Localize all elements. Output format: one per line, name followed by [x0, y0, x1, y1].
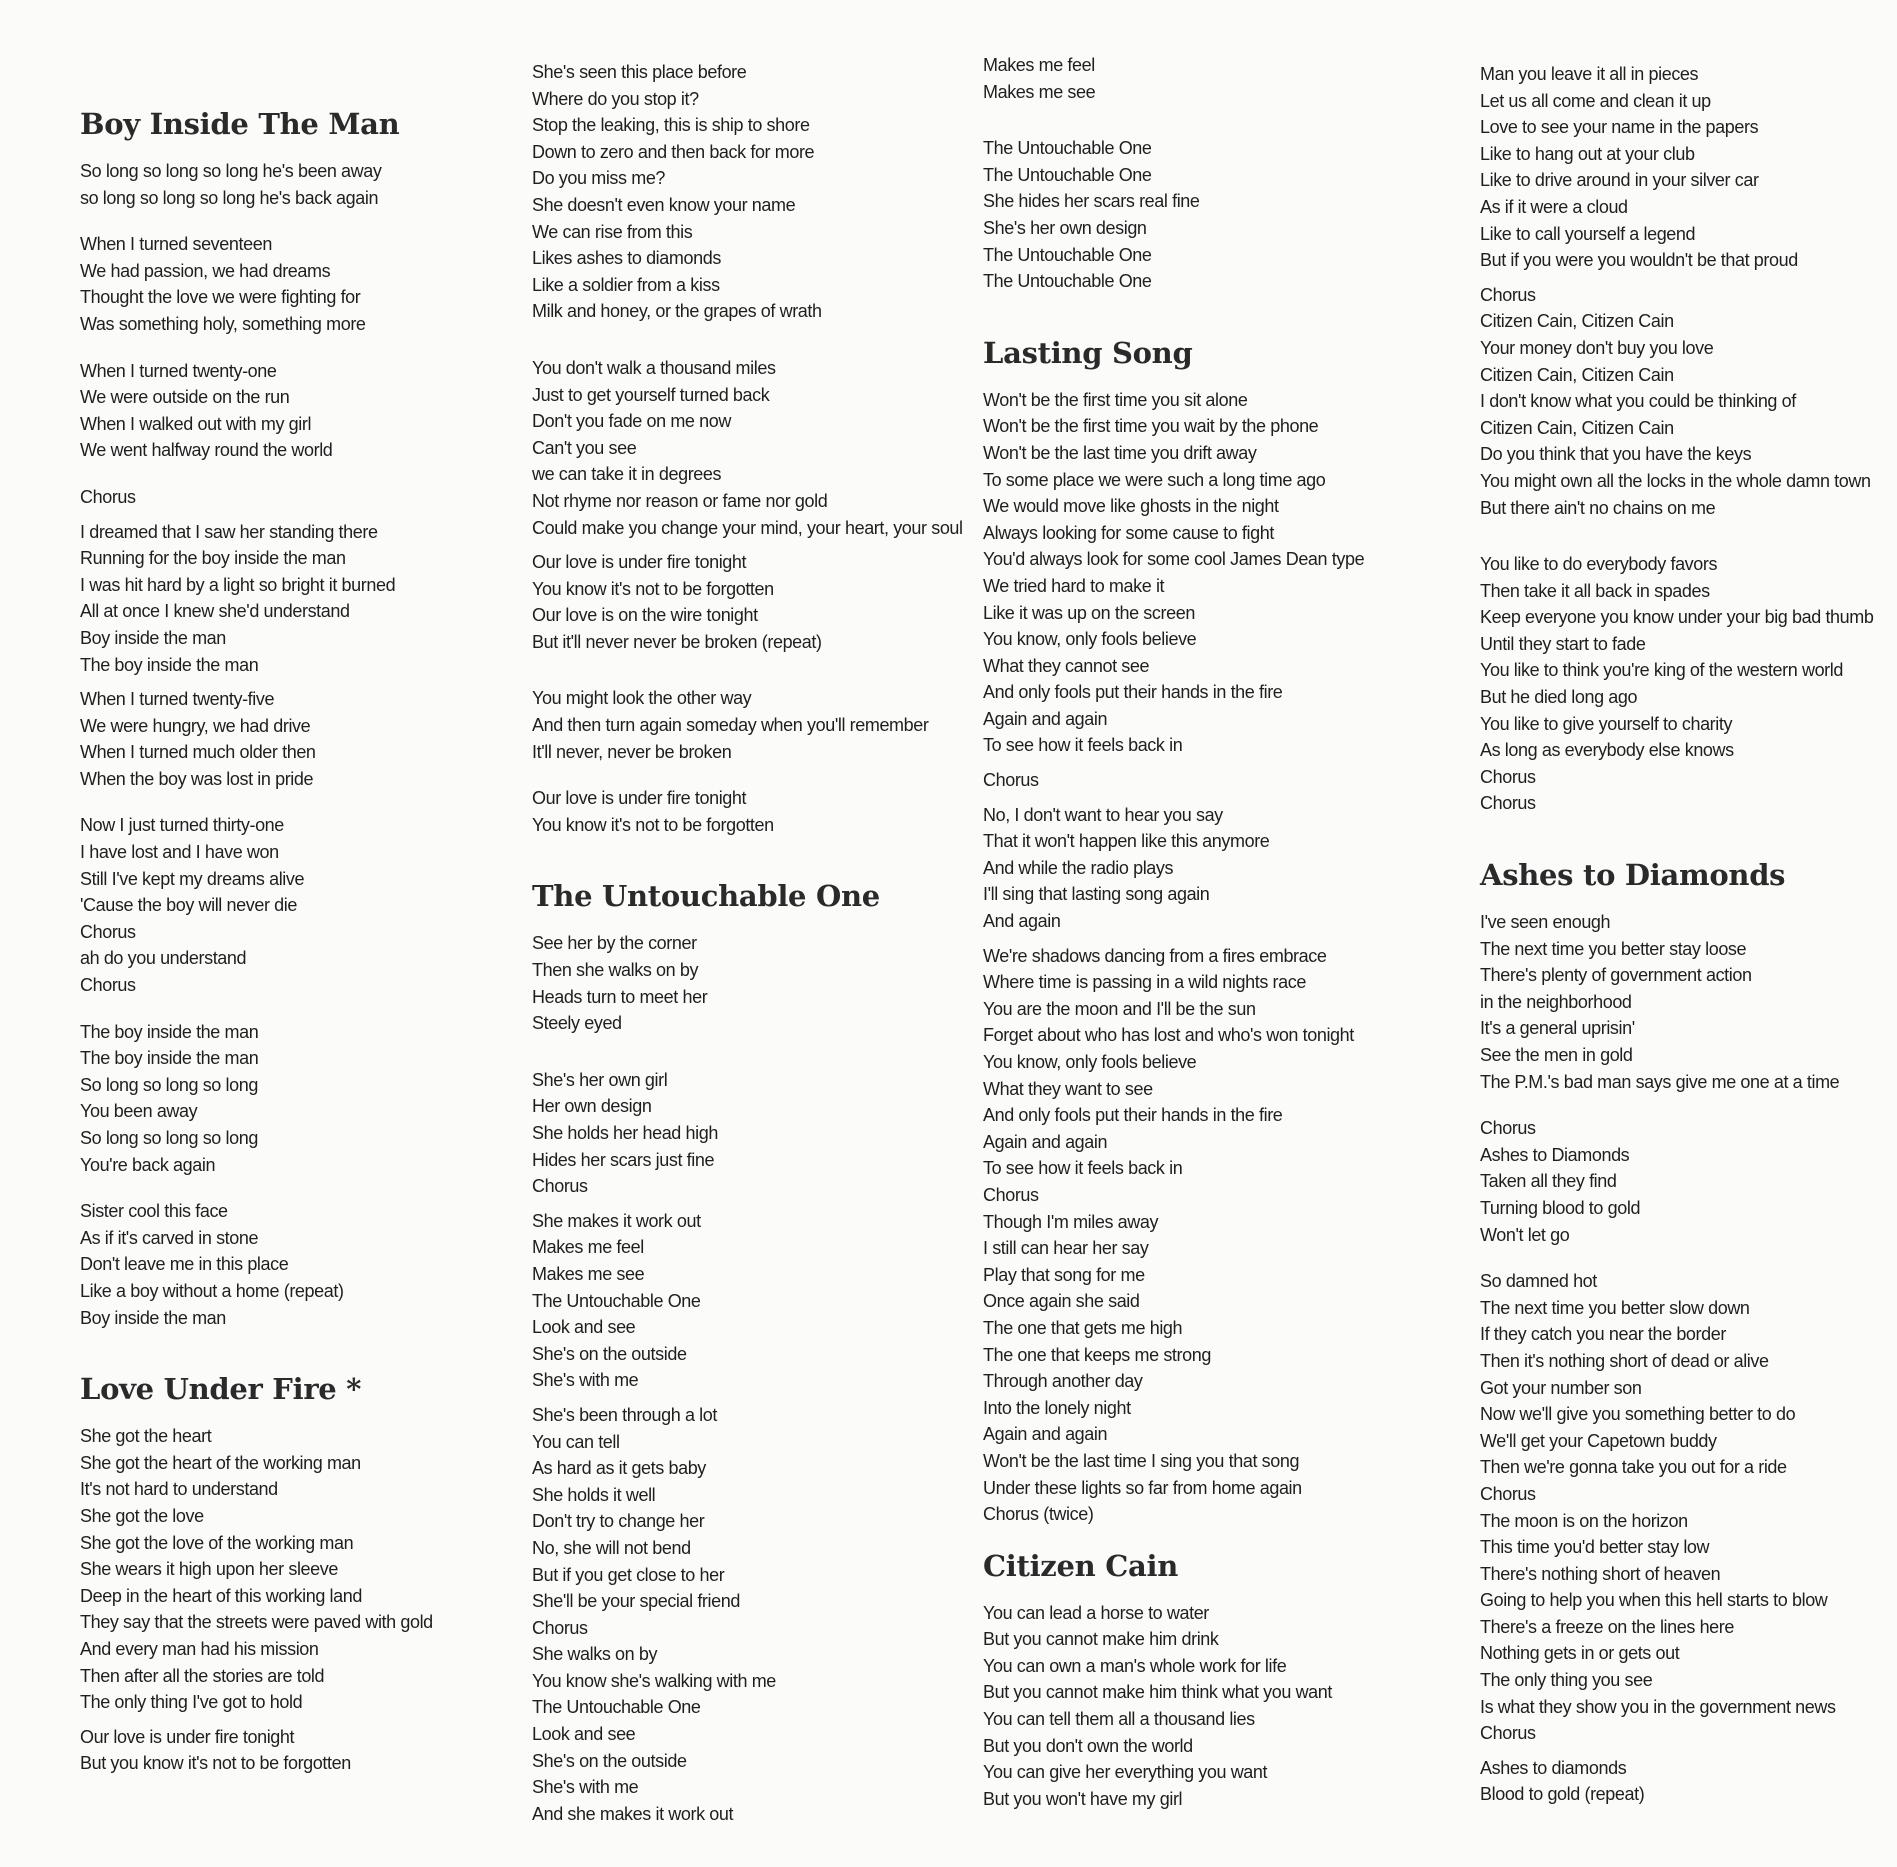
- lyric-line: Man you leave it all in pieces: [1480, 64, 1699, 84]
- lyric-line: Sister cool this face: [80, 1201, 228, 1222]
- lyric-line: Heads turn to meet her: [532, 986, 708, 1007]
- lyric-line: Again and again: [983, 708, 1108, 729]
- lyric-line: Now we'll give you something better to do: [1480, 1404, 1796, 1425]
- lyric-line: The Untouchable One: [983, 164, 1152, 185]
- stanza: [532, 1402, 972, 1828]
- lyric-line: Down to zero and then back for more: [532, 141, 815, 162]
- lyric-line: Don't leave me in this place: [80, 1254, 289, 1275]
- lyric-line: Into the lonely night: [983, 1397, 1131, 1418]
- lyric-line: Like to drive around in your silver car: [1480, 170, 1759, 191]
- lyric-line: The Untouchable One: [983, 138, 1152, 159]
- lyric-line: Keep everyone you know under your big bad thumb: [1480, 607, 1874, 628]
- stanza: [1480, 1755, 1897, 1808]
- stanza: [532, 1067, 972, 1200]
- lyric-line: You know, only fools believe: [983, 1052, 1197, 1072]
- lyric-line: It'll never, never be broken: [532, 741, 732, 762]
- lyric-line: She's on the outside: [532, 1750, 687, 1771]
- lyric-line: I have lost and I have won: [80, 842, 279, 863]
- lyric-line: The P.M.'s bad man says give me one at a time: [1480, 1071, 1840, 1092]
- lyric-line: When I turned much older then: [80, 742, 316, 763]
- lyric-line: Then take it all back in spades: [1480, 580, 1710, 601]
- lyric-line: She got the heart of the working man: [80, 1452, 361, 1473]
- lyric-line: We were outside on the run: [80, 387, 290, 408]
- lyric-line: She'll be your special friend: [532, 1591, 740, 1612]
- lyric-line: Until they start to fade: [1480, 633, 1646, 654]
- lyric-line: The boy inside the man: [80, 1021, 259, 1042]
- lyric-line: There's plenty of government action: [1480, 965, 1752, 986]
- lyric-line: Makes me feel: [532, 1237, 644, 1258]
- lyric-line: What they cannot see: [983, 655, 1150, 676]
- stanza: [80, 519, 480, 679]
- stanza: [532, 59, 972, 325]
- stanza: [80, 812, 480, 998]
- lyric-line: You can tell them all a thousand lies: [983, 1709, 1255, 1730]
- lyric-line: You don't walk a thousand miles: [532, 357, 776, 378]
- lyric-line: You're back again: [80, 1154, 216, 1175]
- lyric-line: We had passion, we had dreams: [80, 260, 331, 281]
- lyric-line: The next time you better slow down: [1480, 1297, 1750, 1318]
- lyric-line: Steely eyed: [532, 1013, 622, 1034]
- lyric-line: You can give her everything you want: [983, 1762, 1268, 1783]
- lyric-line: You can tell: [532, 1431, 620, 1452]
- lyric-line: Milk and honey, or the grapes of wrath: [532, 301, 822, 322]
- lyric-line: You might own all the locks in the whole damn town: [1480, 470, 1871, 491]
- lyric-line: Like a soldier from a kiss: [532, 274, 720, 295]
- lyric-line: Like a boy without a home (repeat): [80, 1280, 344, 1301]
- lyric-line: Again and again: [983, 1424, 1108, 1445]
- lyric-line: Makes me see: [983, 81, 1096, 102]
- lyric-line: And every man had his mission: [80, 1638, 319, 1659]
- lyric-line: So long so long so long: [80, 1074, 258, 1095]
- lyric-line: Under these lights so far from home again: [983, 1477, 1302, 1498]
- lyric-line: We tried hard to make it: [983, 575, 1165, 596]
- lyric-line: There's a freeze on the lines here: [1480, 1616, 1734, 1637]
- lyric-line: And only fools put their hands in the fire: [983, 682, 1283, 703]
- lyric-line: Our love is on the wire tonight: [532, 605, 758, 626]
- lyric-line: Like it was up on the screen: [983, 602, 1195, 623]
- lyric-line: Turning blood to gold: [1480, 1197, 1641, 1218]
- lyric-line: Ashes to diamonds: [1480, 1757, 1627, 1778]
- lyric-line: When I turned twenty-five: [80, 689, 275, 710]
- stanza: [983, 387, 1423, 759]
- lyric-line: Won't be the last time you drift away: [983, 442, 1257, 463]
- lyric-line: She hides her scars real fine: [983, 191, 1200, 212]
- lyric-line: You like to do everybody favors: [1480, 554, 1718, 575]
- lyric-line: Boy inside the man: [80, 627, 226, 648]
- lyric-line: She's on the outside: [532, 1343, 687, 1364]
- lyric-line: The boy inside the man: [80, 654, 259, 675]
- lyric-line: Chorus: [1480, 1118, 1536, 1139]
- lyric-line: Though I'm miles away: [983, 1211, 1159, 1232]
- stanza: [80, 358, 480, 464]
- lyric-line: Won't be the first time you sit alone: [983, 389, 1248, 410]
- lyric-line: I was hit hard by a light so bright it burned: [80, 574, 396, 595]
- lyric-line: Look and see: [532, 1317, 636, 1338]
- stanza: [80, 158, 480, 211]
- song-title-lasting-song: Lasting Song: [983, 335, 1193, 370]
- lyric-line: When I turned twenty-one: [80, 360, 277, 381]
- lyric-line: Then we're gonna take you out for a ride: [1480, 1457, 1787, 1478]
- lyric-line: Love to see your name in the papers: [1480, 117, 1759, 138]
- stanza: [532, 1208, 972, 1394]
- lyric-line: I dreamed that I saw her standing there: [80, 521, 378, 542]
- lyric-line: The Untouchable One: [532, 1290, 701, 1311]
- lyric-line: Chorus: [983, 1184, 1039, 1205]
- lyric-line: The only thing I've got to hold: [80, 1692, 303, 1713]
- lyric-line: Our love is under fire tonight: [80, 1726, 295, 1747]
- lyric-line: Just to get yourself turned back: [532, 384, 770, 405]
- lyric-line: She got the heart: [80, 1426, 212, 1447]
- stanza: [80, 1423, 480, 1716]
- stanza: [1480, 909, 1897, 1095]
- lyric-line: But you cannot make him think what you want: [983, 1682, 1332, 1703]
- lyric-line: Blood to gold (repeat): [1480, 1784, 1645, 1805]
- lyric-line: You'd always look for some cool James Dean type: [983, 549, 1365, 570]
- lyric-line: As hard as it gets baby: [532, 1458, 706, 1479]
- song-title-citizen-cain: Citizen Cain: [983, 1548, 1178, 1583]
- lyric-line: But you know it's not to be forgotten: [80, 1753, 351, 1774]
- stanza: [1480, 282, 1897, 521]
- lyric-line: As if it were a cloud: [1480, 196, 1628, 217]
- lyric-line: The Untouchable One: [983, 271, 1152, 292]
- lyric-line: Citizen Cain, Citizen Cain: [1480, 417, 1674, 438]
- stanza: [80, 686, 480, 792]
- lyric-line: She's her own girl: [532, 1069, 668, 1090]
- lyric-line: See the men in gold: [1480, 1045, 1633, 1065]
- lyric-line: ah do you understand: [80, 948, 247, 969]
- lyric-line: There's nothing short of heaven: [1480, 1563, 1721, 1584]
- lyric-line: Chorus: [1480, 284, 1536, 305]
- lyric-line: To see how it feels back in: [983, 735, 1183, 756]
- lyric-line: You know it's not to be forgotten: [532, 578, 774, 599]
- lyric-line: in the neighborhood: [1480, 991, 1632, 1012]
- lyric-line: But you don't own the world: [983, 1735, 1193, 1756]
- lyric-line: She wears it high upon her sleeve: [80, 1559, 338, 1580]
- lyric-line: Taken all they find: [1480, 1171, 1617, 1192]
- lyric-line: Chorus (twice): [983, 1504, 1094, 1525]
- lyric-line: But you won't have my girl: [983, 1788, 1183, 1809]
- lyric-line: Don't try to change her: [532, 1511, 705, 1532]
- lyric-line: I'll sing that lasting song again: [983, 884, 1210, 905]
- lyric-line: She's seen this place before: [532, 62, 747, 82]
- stanza: [983, 802, 1423, 935]
- lyric-line: Do you think that you have the keys: [1480, 444, 1752, 465]
- lyric-line: It's not hard to understand: [80, 1479, 278, 1500]
- lyric-line: But it'll never never be broken (repeat): [532, 631, 822, 652]
- lyric-line: Running for the boy inside the man: [80, 548, 346, 569]
- lyric-line: You are the moon and I'll be the sun: [983, 998, 1256, 1019]
- lyric-line: Do you miss me?: [532, 168, 666, 189]
- lyric-line: See her by the corner: [532, 933, 697, 954]
- lyric-line: Chorus: [1480, 766, 1536, 787]
- lyric-line: She's with me: [532, 1777, 639, 1798]
- lyric-line: But if you were you wouldn't be that proud: [1480, 250, 1798, 271]
- lyric-line: Don't you fade on me now: [532, 411, 731, 432]
- lyric-line: Could make you change your mind, your heart, your soul: [532, 517, 963, 538]
- stanza: [1480, 1115, 1897, 1248]
- stanza: [80, 1019, 480, 1179]
- lyric-line: As if it's carved in stone: [80, 1227, 259, 1248]
- lyric-line: I don't know what you could be thinking of: [1480, 391, 1796, 412]
- lyric-line: We were hungry, we had drive: [80, 715, 311, 736]
- lyric-line: You been away: [80, 1101, 198, 1122]
- stanza: [983, 135, 1423, 295]
- lyric-line: She holds her head high: [532, 1123, 718, 1143]
- lyric-line: The Untouchable One: [532, 1697, 701, 1718]
- lyric-line: Got your number son: [1480, 1377, 1642, 1398]
- lyric-line: we can take it in degrees: [532, 464, 722, 485]
- lyrics-column-2: [532, 59, 972, 1847]
- lyric-line: Won't let go: [1480, 1224, 1570, 1245]
- lyric-line: The one that keeps me strong: [983, 1344, 1211, 1365]
- stanza: [532, 685, 972, 765]
- lyric-line: Chorus: [1480, 1723, 1536, 1744]
- lyric-line: Always looking for some cause to fight: [983, 522, 1274, 543]
- lyric-line: Our love is under fire tonight: [532, 788, 747, 809]
- lyric-line: Chorus: [80, 486, 136, 507]
- lyric-line: We're shadows dancing from a fires embrace: [983, 945, 1327, 966]
- lyric-line: We would move like ghosts in the night: [983, 496, 1279, 517]
- lyric-line: She got the love: [80, 1505, 204, 1526]
- stanza: [1480, 61, 1897, 274]
- lyric-line: Then after all the stories are told: [80, 1665, 325, 1686]
- lyric-line: Boy inside the man: [80, 1307, 226, 1328]
- stanza: [80, 1198, 480, 1331]
- lyric-line: Thought the love we were fighting for: [80, 287, 361, 308]
- lyric-line: It's a general uprisin': [1480, 1018, 1635, 1039]
- lyric-line: Is what they show you in the government news: [1480, 1696, 1836, 1717]
- lyric-line: This time you'd better stay low: [1480, 1537, 1710, 1558]
- lyric-line: To some place we were such a long time ago: [983, 469, 1326, 490]
- song-title-ashes-to-diamonds: Ashes to Diamonds: [1480, 858, 1786, 893]
- lyric-line: Likes ashes to diamonds: [532, 248, 721, 269]
- lyric-line: Nothing gets in or gets out: [1480, 1643, 1680, 1664]
- lyric-line: I've seen enough: [1480, 912, 1611, 933]
- lyric-line: Like to hang out at your club: [1480, 143, 1695, 164]
- lyric-line: Was something holy, something more: [80, 313, 366, 334]
- lyric-line: Ashes to Diamonds: [1480, 1144, 1630, 1165]
- lyric-line: I still can hear her say: [983, 1238, 1149, 1259]
- lyric-line: Then she walks on by: [532, 960, 699, 981]
- stanza: [532, 355, 972, 541]
- lyric-line: The boy inside the man: [80, 1048, 259, 1069]
- stanza: [80, 484, 480, 511]
- song-title-love-under-fire: Love Under Fire *: [80, 1372, 362, 1407]
- lyric-line: The one that gets me high: [983, 1317, 1183, 1338]
- lyric-line: Chorus: [1480, 1483, 1536, 1504]
- lyric-line: But if you get close to her: [532, 1564, 725, 1585]
- lyric-line: Now I just turned thirty-one: [80, 815, 284, 836]
- lyrics-column-3: [983, 52, 1423, 1832]
- lyric-line: You might look the other way: [532, 688, 752, 709]
- song-title-boy-inside-the-man: Boy Inside The Man: [80, 107, 400, 141]
- lyric-line: When I turned seventeen: [80, 234, 272, 255]
- lyric-line: We'll get your Capetown buddy: [1480, 1430, 1717, 1451]
- lyric-line: Deep in the heart of this working land: [80, 1585, 362, 1606]
- lyric-line: Look and see: [532, 1724, 636, 1745]
- lyric-line: That it won't happen like this anymore: [983, 831, 1270, 852]
- lyric-line: And again: [983, 911, 1061, 932]
- lyric-line: Chorus: [1480, 793, 1536, 814]
- stanza: [532, 930, 972, 1036]
- stanza: [532, 549, 972, 655]
- song-title-the-untouchable-one: The Untouchable One: [532, 879, 880, 914]
- stanza: [532, 785, 972, 838]
- lyric-line: And only fools put their hands in the fire: [983, 1105, 1283, 1126]
- lyric-line: The Untouchable One: [983, 244, 1152, 265]
- lyric-line: Play that song for me: [983, 1264, 1145, 1285]
- lyric-line: so long so long so long he's back again: [80, 187, 379, 208]
- stanza: [80, 231, 480, 337]
- lyric-line: Again and again: [983, 1131, 1108, 1152]
- lyric-line: You like to think you're king of the western world: [1480, 660, 1843, 681]
- stanza: [983, 52, 1423, 105]
- lyric-line: She got the love of the working man: [80, 1532, 354, 1553]
- lyric-line: But you cannot make him drink: [983, 1629, 1219, 1650]
- lyric-line: Once again she said: [983, 1291, 1140, 1312]
- lyric-line: Through another day: [983, 1371, 1143, 1392]
- lyric-line: Still I've kept my dreams alive: [80, 868, 305, 889]
- lyric-line: But there ain't no chains on me: [1480, 497, 1716, 518]
- lyric-line: No, I don't want to hear you say: [983, 804, 1223, 825]
- lyric-line: She makes it work out: [532, 1210, 701, 1231]
- lyric-line: And while the radio plays: [983, 857, 1174, 878]
- stanza: [983, 1600, 1423, 1813]
- stanza: [983, 943, 1423, 1528]
- lyric-line: Going to help you when this hell starts to blow: [1480, 1590, 1828, 1611]
- lyric-line: She's with me: [532, 1370, 639, 1391]
- lyric-line: She doesn't even know your name: [532, 194, 796, 215]
- lyric-line: She's been through a lot: [532, 1404, 717, 1425]
- lyric-line: Let us all come and clean it up: [1480, 90, 1711, 111]
- lyric-line: Chorus: [80, 975, 136, 996]
- lyric-line: We went halfway round the world: [80, 440, 333, 461]
- lyric-line: Makes me see: [532, 1263, 645, 1284]
- lyric-line: And she makes it work out: [532, 1803, 734, 1824]
- lyric-line: Where time is passing in a wild nights race: [983, 972, 1306, 993]
- lyric-line: Her own design: [532, 1096, 652, 1117]
- lyric-line: Chorus: [532, 1617, 588, 1638]
- lyric-line: If they catch you near the border: [1480, 1324, 1726, 1345]
- lyric-line: Stop the leaking, this is ship to shore: [532, 115, 810, 136]
- lyric-line: We can rise from this: [532, 221, 693, 242]
- lyric-line: So long so long so long he's been away: [80, 161, 382, 181]
- lyric-line: You can lead a horse to water: [983, 1602, 1209, 1623]
- lyric-line: Chorus: [80, 921, 136, 942]
- lyric-line: When the boy was lost in pride: [80, 768, 314, 789]
- lyric-line: Citizen Cain, Citizen Cain: [1480, 364, 1674, 385]
- lyric-line: They say that the streets were paved with gold: [80, 1612, 433, 1633]
- lyric-line: 'Cause the boy will never die: [80, 895, 297, 916]
- lyric-line: All at once I knew she'd understand: [80, 601, 350, 622]
- lyric-line: Then it's nothing short of dead or alive: [1480, 1350, 1769, 1371]
- stanza: [1480, 551, 1897, 817]
- lyric-line: And then turn again someday when you'll remember: [532, 715, 929, 736]
- lyric-line: But he died long ago: [1480, 687, 1638, 708]
- lyric-line: To see how it feels back in: [983, 1158, 1183, 1179]
- lyric-line: Makes me feel: [983, 55, 1095, 75]
- stanza: [1480, 1268, 1897, 1747]
- lyric-line: You can own a man's whole work for life: [983, 1655, 1287, 1676]
- lyric-line: She walks on by: [532, 1644, 658, 1665]
- lyric-line: Like to call yourself a legend: [1480, 223, 1696, 244]
- lyric-line: Not rhyme nor reason or fame nor gold: [532, 490, 828, 511]
- lyric-line: When I walked out with my girl: [80, 413, 312, 434]
- lyric-line: You know, only fools believe: [983, 629, 1197, 650]
- lyric-line: So damned hot: [1480, 1271, 1597, 1292]
- lyric-line: Can't you see: [532, 437, 637, 458]
- lyric-line: You know it's not to be forgotten: [532, 814, 774, 835]
- lyric-line: Chorus: [532, 1176, 588, 1197]
- lyric-line: The moon is on the horizon: [1480, 1510, 1688, 1531]
- lyric-line: Your money don't buy you love: [1480, 337, 1714, 358]
- lyric-line: The next time you better stay loose: [1480, 938, 1747, 959]
- lyric-line: What they want to see: [983, 1078, 1153, 1099]
- lyric-line: She's her own design: [983, 217, 1147, 238]
- lyric-line: You know she's walking with me: [532, 1670, 776, 1691]
- lyric-line: Citizen Cain, Citizen Cain: [1480, 311, 1674, 332]
- lyric-line: No, she will not bend: [532, 1537, 691, 1558]
- lyric-line: She holds it well: [532, 1484, 656, 1505]
- lyric-line: Hides her scars just fine: [532, 1149, 715, 1170]
- lyric-line: The only thing you see: [1480, 1670, 1653, 1691]
- lyric-line: Forget about who has lost and who's won tonight: [983, 1025, 1354, 1046]
- stanza: [80, 1724, 480, 1777]
- lyric-line: So long so long so long: [80, 1128, 258, 1148]
- lyric-line: Won't be the first time you wait by the phone: [983, 416, 1319, 437]
- lyrics-column-4: [1480, 61, 1897, 1828]
- lyrics-column-1: [80, 106, 480, 1797]
- lyric-line: As long as everybody else knows: [1480, 740, 1734, 761]
- lyric-line: Where do you stop it?: [532, 88, 699, 109]
- lyric-line: Won't be the last time I sing you that song: [983, 1450, 1300, 1471]
- stanza: [983, 767, 1423, 794]
- lyric-line: Chorus: [983, 770, 1039, 791]
- lyric-line: You like to give yourself to charity: [1480, 713, 1733, 734]
- lyric-line: Our love is under fire tonight: [532, 552, 747, 573]
